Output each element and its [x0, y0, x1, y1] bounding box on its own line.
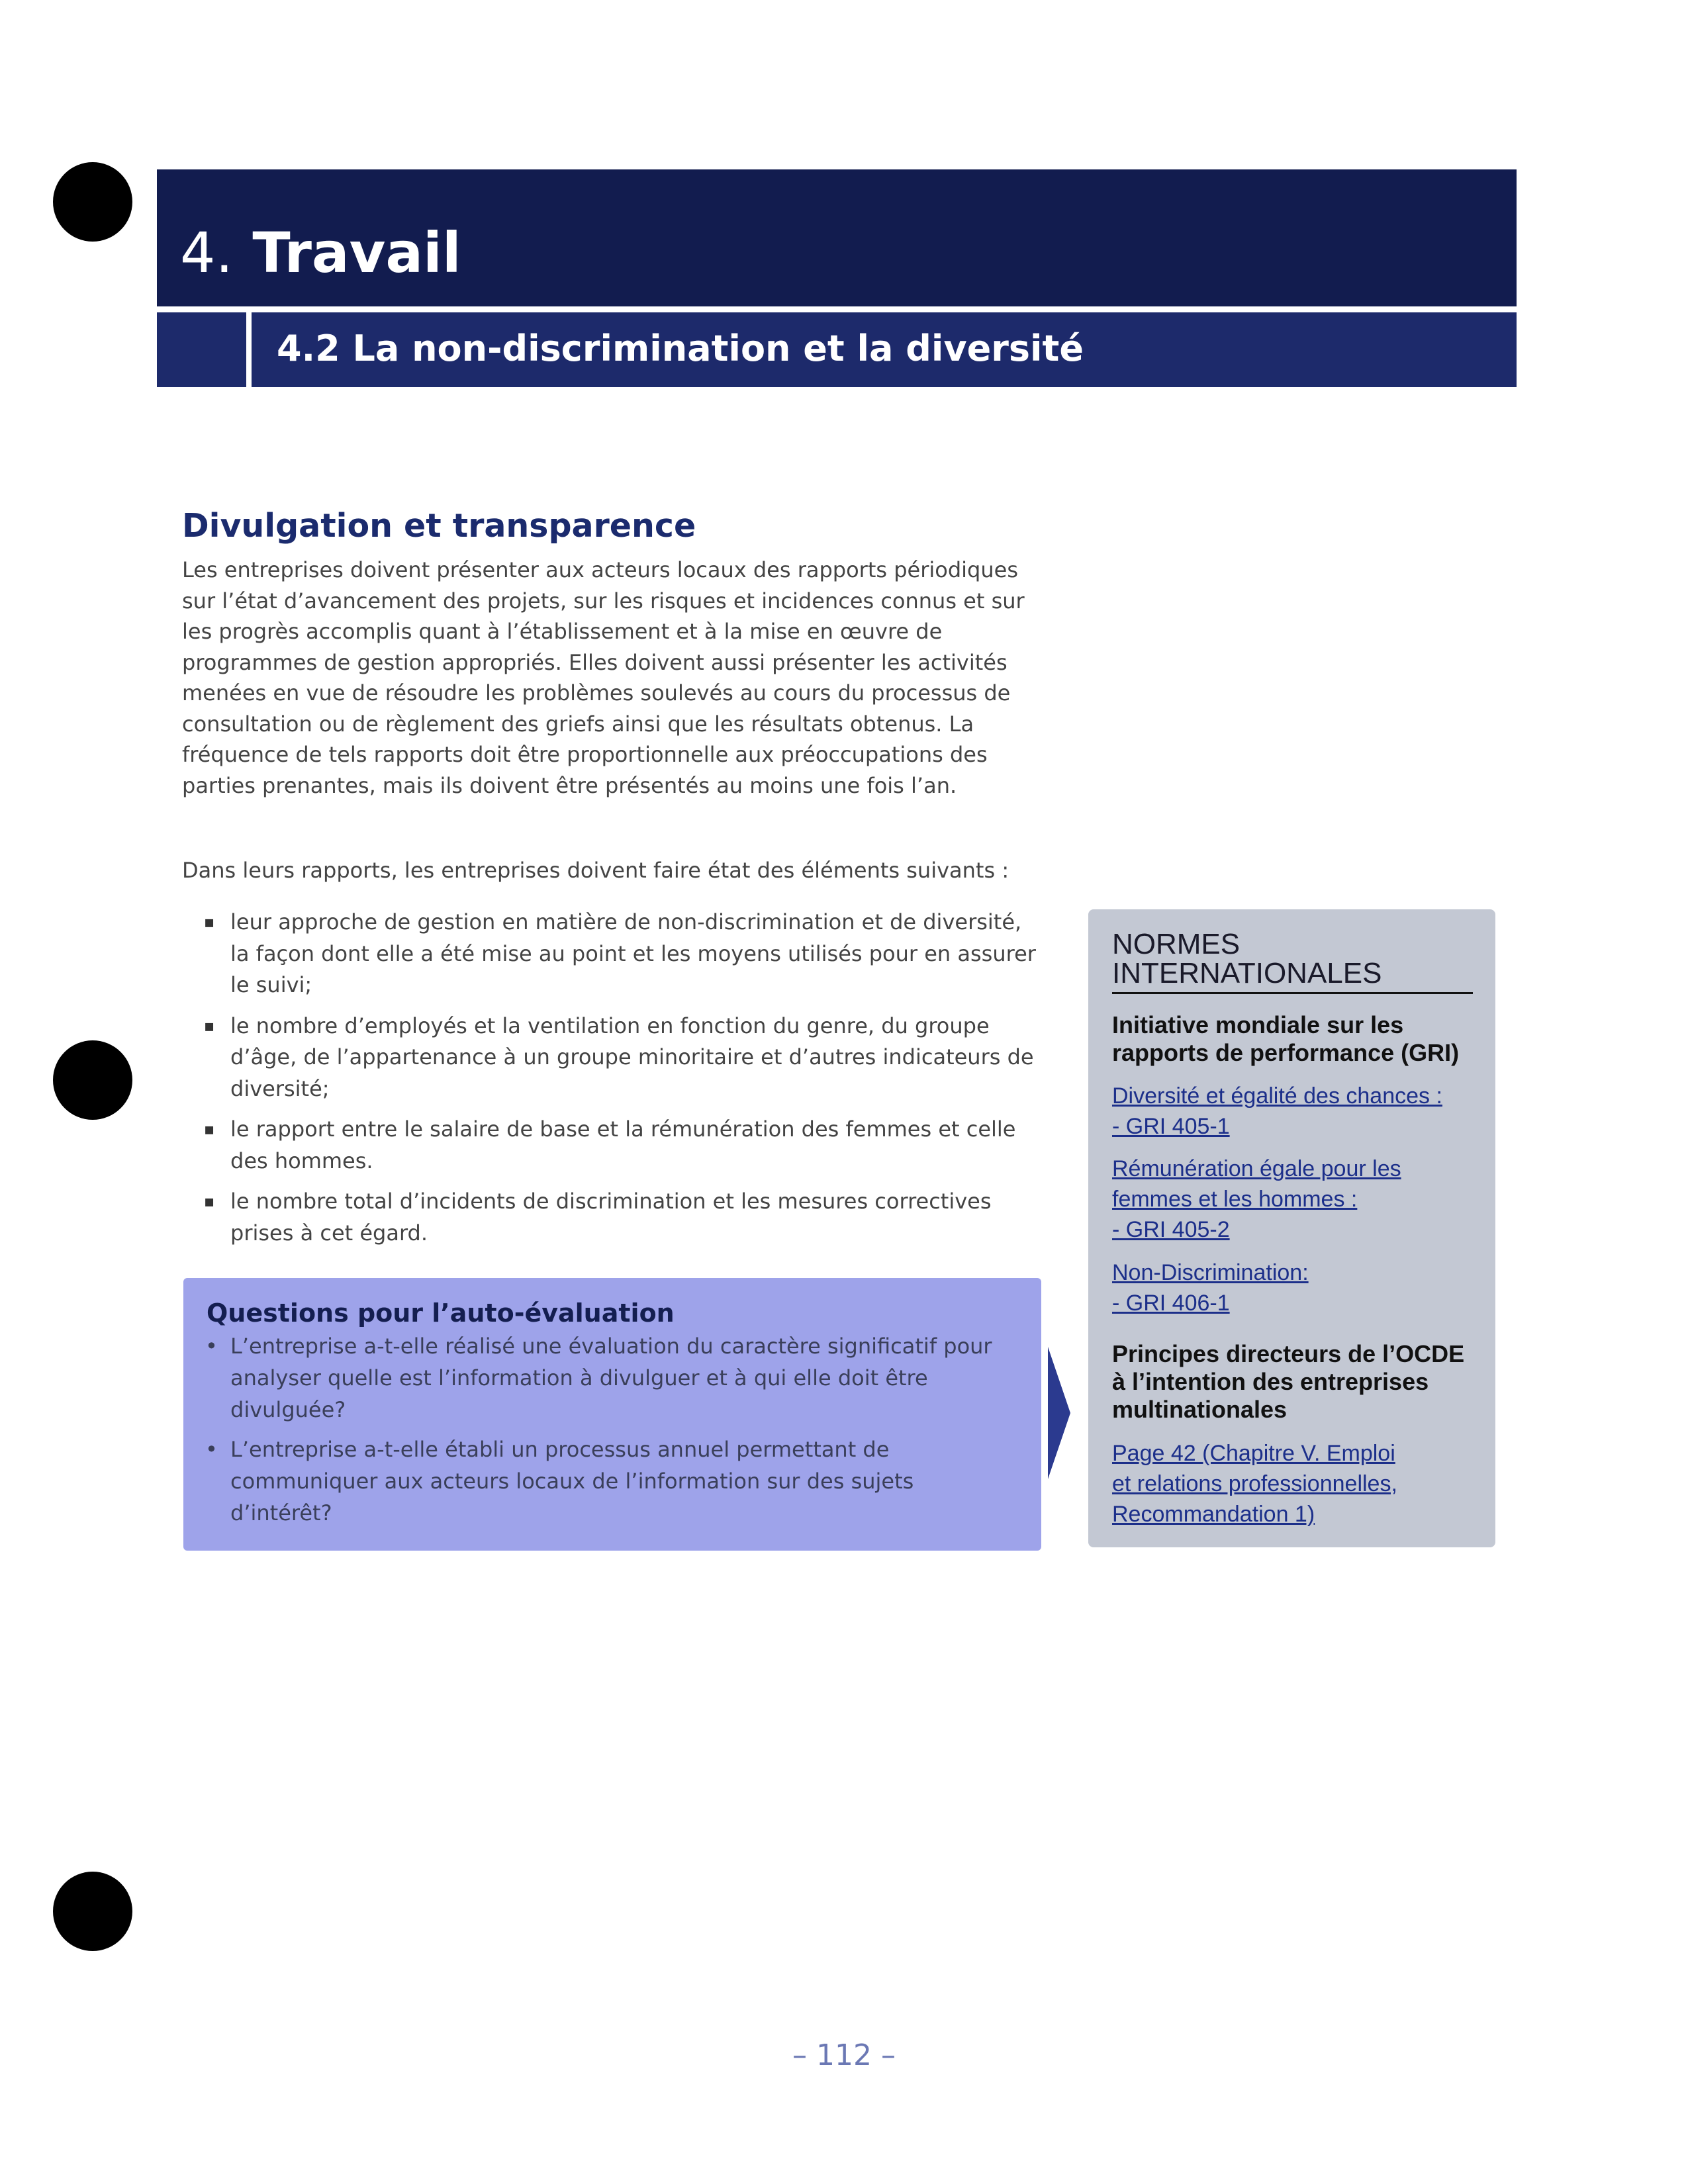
international-standards-title: [1112, 930, 1473, 994]
list-item: ▪ leur approche de gestion en matière de non-discrimination et de diversité, la façon dont elle a été mise au point et les moyens utilisés pour en assurer le suivi;: [204, 907, 1045, 1001]
oecd-heading: Principes directeurs de l’OCDE à l’intention des entreprises multinationales: [1112, 1340, 1465, 1423]
section-title: 4.2 La non-discrimination et la diversité: [277, 328, 1084, 369]
title-line: NORMES: [1112, 928, 1241, 960]
chapter-number: 4.: [180, 220, 234, 285]
self-assessment-questions: [205, 1330, 1000, 1537]
link-gri-405-1[interactable]: [1112, 1081, 1483, 1142]
section-heading: Divulgation et transparence: [182, 507, 696, 545]
section-banner-tab: [157, 312, 246, 387]
link-line: femmes et les hommes :: [1112, 1187, 1358, 1212]
page-number: – 112 –: [792, 2038, 896, 2072]
link-line: - GRI 406-1: [1112, 1291, 1230, 1316]
link-gri-405-2[interactable]: [1112, 1154, 1483, 1245]
link-line: et relations professionnelles,: [1112, 1471, 1397, 1496]
link-line: Diversité et égalité des chances :: [1112, 1083, 1442, 1109]
link-line: Non-Discrimination:: [1112, 1260, 1309, 1285]
link-line: Page 42 (Chapitre V. Emploi: [1112, 1441, 1395, 1466]
list-item: ▪ le nombre total d’incidents de discrimination et les mesures correctives prises à cet égard.: [204, 1186, 1045, 1249]
binder-hole-bottom: [53, 1872, 132, 1951]
link-line: Recommandation 1): [1112, 1502, 1315, 1527]
question-item: • L’entreprise a-t-elle réalisé une évaluation du caractère significatif pour analyser quelle est l’information à divulguer et à qui elle doit être divulguée?: [205, 1330, 1000, 1426]
chapter-title: [180, 220, 461, 285]
title-line: INTERNATIONALES: [1112, 957, 1382, 989]
link-gri-406-1[interactable]: [1112, 1257, 1483, 1318]
list-item: ▪ le rapport entre le salaire de base et la rémunération des femmes et celle des hommes.: [204, 1114, 1045, 1177]
gri-heading: Initiative mondiale sur les rapports de performance (GRI): [1112, 1011, 1460, 1066]
binder-hole-top: [53, 162, 132, 242]
self-assessment-title: Questions pour l’auto-évaluation: [207, 1298, 675, 1328]
link-line: - GRI 405-2: [1112, 1217, 1230, 1242]
pointer-arrow-icon: [1048, 1347, 1070, 1479]
body-paragraph: Les entreprises doivent présenter aux acteurs locaux des rapports périodiques sur l’état d’avancement des projets, sur les risques et incidences connus et sur les progrès accomplis quant à l’établissement et à la mise en œuvre de programmes de gestion appropriés. Elles doivent aussi présenter les activités menées en vue de résoudre les problèmes soulevés au cours du processus de consultation ou de règlement des griefs ainsi que les résultats obtenus. La fréquence de tels rapports doit être proportionnelle aux préoccupations des parties prenantes, mais ils doivent être présentés au moins une fois l’an.: [182, 557, 1025, 798]
chapter-title-text: Travail: [252, 220, 461, 285]
list-item: ▪ le nombre d’employés et la ventilation en fonction du genre, du groupe d’âge, de l’appartenance à un groupe minoritaire et d’autres indicateurs de diversité;: [204, 1011, 1045, 1105]
body-paragraph-intro: Dans leurs rapports, les entreprises doivent faire état des éléments suivants :: [182, 858, 1009, 883]
link-oecd-page-42[interactable]: [1112, 1438, 1483, 1529]
link-line: Rémunération égale pour les: [1112, 1156, 1401, 1181]
link-line: - GRI 405-1: [1112, 1114, 1230, 1139]
requirements-list: [204, 907, 1045, 1258]
question-item: • L’entreprise a-t-elle établi un processus annuel permettant de communiquer aux acteurs locaux de l’information sur des sujets d’intérêt?: [205, 1433, 1000, 1529]
binder-hole-middle: [53, 1040, 132, 1120]
